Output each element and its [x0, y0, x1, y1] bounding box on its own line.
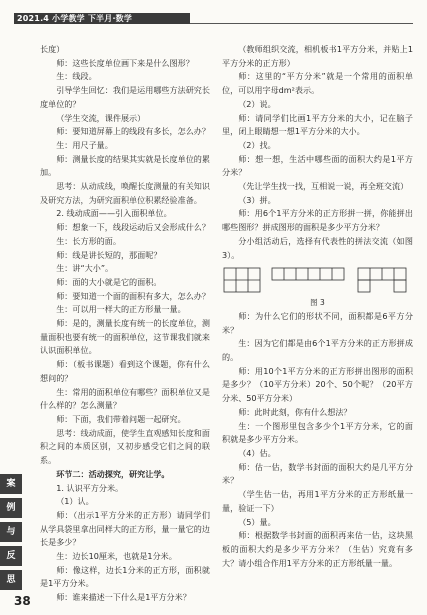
paragraph: 生：用尺子量。 — [56, 139, 113, 150]
side-tab: 案 — [0, 474, 22, 494]
paragraph: 师：此时此刻，你有什么想法？ — [238, 406, 352, 417]
page-number: 38 — [14, 594, 31, 608]
paragraph: 2. 线动成面——引入面积单位。 — [56, 208, 172, 219]
paragraph: （学生交流，课件展示） — [56, 112, 146, 123]
side-tab: 反 — [0, 546, 22, 566]
side-tab: 例 — [0, 498, 22, 518]
paragraph: 师：（板书课题）看到这个课题，你有什么想问的？ — [40, 359, 210, 383]
paragraph: 师：要知道一个面的面积有多大，怎么办？ — [56, 290, 210, 301]
paragraph: 师：像这样，边长1分米的正方形，面积就是1平方分米。 — [40, 564, 210, 589]
paragraph: （先让学生找一找，互相说一说，再全班交流） — [238, 181, 409, 192]
paragraph: （4）估。 — [238, 447, 276, 458]
paragraph: 师：（出示1平方分米的正方形）请同学们从学具袋里拿出同样大的正方形，量一量它的边长是多少？ — [40, 509, 210, 548]
header-rule — [190, 23, 413, 24]
paragraph: 师：下面，我们带着问题一起研究。 — [56, 413, 186, 424]
paragraph: 环节二：活动探究，研究让学。 — [56, 468, 170, 479]
paragraph: 生：长方形的面。 — [56, 235, 121, 246]
paragraph: 师：要知道屏幕上的线段有多长，怎么办？ — [56, 126, 210, 137]
side-tab: 与 — [0, 522, 22, 542]
paragraph: （教师组织交流，相机板书1平方分米，并贴上1平方分米的正方形） — [222, 44, 413, 68]
paragraph: 生：可以用一样大的正方形量一量。 — [56, 304, 186, 315]
paragraph: 生：常用的面积单位有哪些？面积单位又是什么样的？怎么测量？ — [40, 386, 210, 411]
paragraph: 师：谁来描述一下什么是1平方分米？ — [56, 592, 191, 603]
right-column-top — [222, 43, 413, 262]
paragraph: 生：一个图形里包含多少个1平方分米，它的面积就是多少平方分米。 — [222, 420, 413, 445]
paragraph: 生：因为它们都是由6个1平方分米的正方形拼成的。 — [222, 338, 413, 363]
left-column — [40, 43, 210, 605]
side-tab: 思 — [0, 570, 22, 590]
paragraph: 师：是的，测量长度有统一的长度单位，测量面积也要有统一的面积单位，这节课我们就来认识面积单位。 — [40, 318, 210, 356]
paragraph: 师：想一想，生活中哪些面的面积大约是1平方分米？ — [222, 153, 413, 178]
paragraph: 师：线是讲长短的，那面呢？ — [56, 249, 162, 260]
page-header — [0, 0, 427, 27]
paragraph: （1）认。 — [56, 496, 94, 507]
shape-irregular — [358, 268, 406, 292]
paragraph: （5）量。 — [238, 516, 276, 527]
shape-3x2 — [224, 268, 260, 292]
paragraph: 师：请同学们比画1平方分米的大小，记在脑子里，闭上眼睛想一想1平方分米的大小。 — [222, 112, 413, 137]
paragraph: 师：用6个1平方分米的正方形拼一拼，你能拼出哪些图形？拼成图形的面积是多少平方分米？ — [222, 208, 413, 233]
paragraph: 师：为什么它们的形状不同，面积都是6平方分米？ — [222, 310, 413, 335]
paragraph: 思考：从动成线，唤醒长度测量的有关知识及研究方法，为研究面积单位积累经验准备。 — [40, 181, 210, 205]
paragraph: （3）拼。 — [238, 194, 276, 205]
paragraph: （2）说。 — [238, 98, 276, 109]
figure-caption: 图 3 — [310, 298, 325, 308]
paragraph: 师：估一估，数学书封面的面积大约是几平方分米？ — [222, 461, 413, 486]
paragraph: 长度） — [40, 44, 65, 54]
paragraph: 师：面的大小就是它的面积。 — [56, 276, 162, 287]
paragraph: （学生估一估，再用1平方分米的正方形纸量一量，验证一下） — [222, 489, 413, 513]
paragraph: 师：测量长度的结果其实就是长度单位的累加。 — [40, 153, 210, 178]
paragraph: 生：讲“大小”。 — [56, 263, 114, 274]
figure-3 — [222, 264, 413, 294]
paragraph: 生：边长10厘米，也就是1分米。 — [56, 551, 177, 562]
shape-6x1 — [272, 268, 344, 280]
paragraph: 师：想象一下，线段运动后又会形成什么？ — [56, 222, 210, 233]
paragraph: 师：这些长度单位画下来是什么图形？ — [56, 57, 194, 68]
right-column-bottom — [222, 310, 413, 570]
paragraph: 思考：线动成面，使学生直观感知长度和面积之间的本质区别，又初步感受它们之间的联系。 — [40, 427, 210, 466]
figure-3-grids — [222, 264, 413, 294]
paragraph: 1. 认识平方分米。 — [56, 482, 124, 493]
paragraph: 生：线段。 — [56, 71, 97, 82]
paragraph: 引导学生回忆：我们是运用哪些方法研究长度单位的？ — [40, 85, 210, 109]
right-column — [222, 43, 413, 570]
section-tabs — [0, 474, 22, 594]
paragraph: （2）找。 — [238, 139, 276, 150]
paragraph: 师：用10个1平方分米的正方形拼出图形的面积是多少？（10平方分米）20个、50个呢？（20平方分米、50平方分米） — [222, 365, 413, 404]
paragraph: 分小组活动后，选择有代表性的拼法交流（如图3）。 — [222, 235, 413, 260]
journal-title: 2021.4 小学教学 下半月·数学 — [14, 13, 190, 24]
paragraph: 师：这里的“平方分米”就是一个常用的面积单位，可以用字母dm²表示。 — [222, 71, 413, 96]
paragraph: 师：根据数学书封面的面积再来估一估，这块黑板的面积大约是多少平方分米？（生估）究竟有多大？请小组合作用1平方分米的正方形纸量一量。 — [222, 530, 413, 568]
